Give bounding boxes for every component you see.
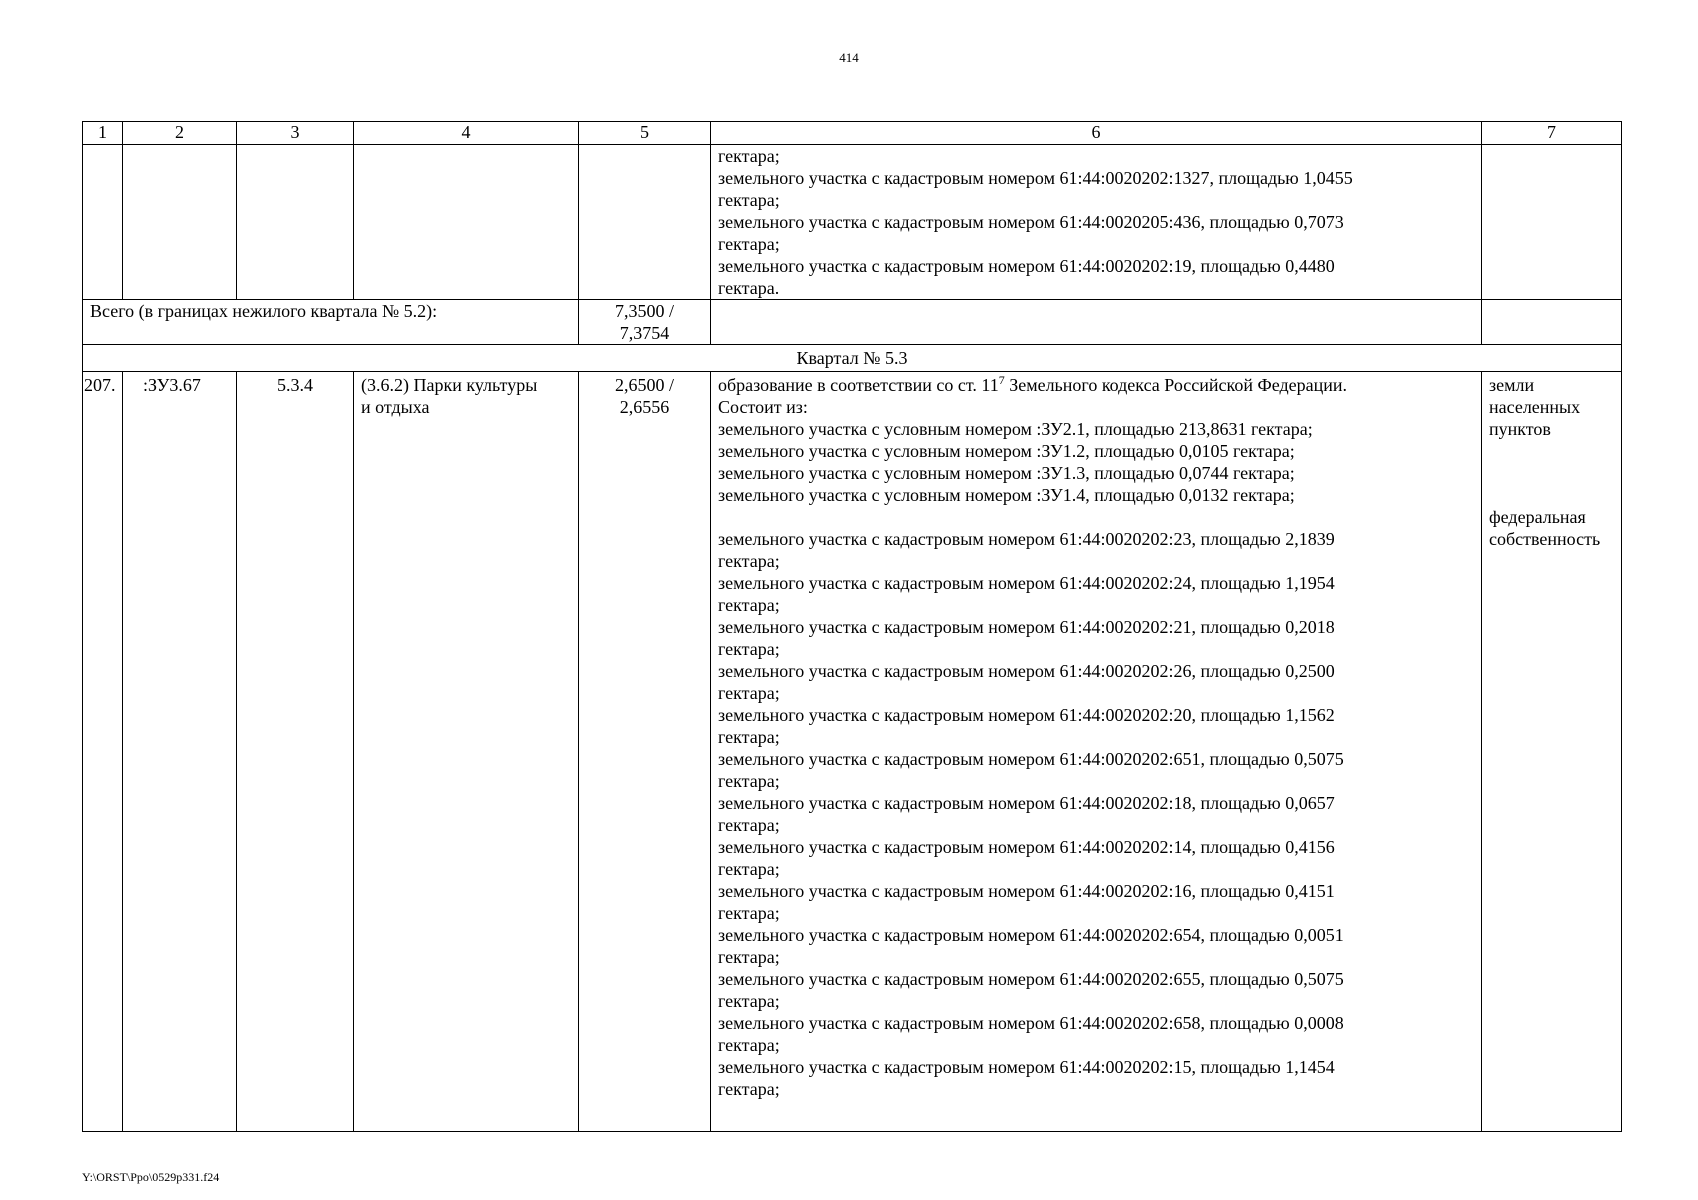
desc-line: земельного участка с кадастровым номером 61:44:0020202:21, площадью 0,2018: [718, 617, 1335, 637]
desc-line: гектара;: [718, 1035, 780, 1055]
total-row: [83, 300, 1622, 345]
desc-line: земельного участка с кадастровым номером 61:44:0020202:655, площадью 0,5075: [718, 969, 1344, 989]
desc-line: земельного участка с кадастровым номером 61:44:0020202:15, площадью 1,1454: [718, 1057, 1335, 1077]
desc-line: гектара;: [718, 190, 780, 210]
header-cell: 4: [354, 122, 579, 145]
row-number: 207.: [83, 372, 123, 1132]
plot-area: [579, 372, 711, 1132]
desc-line: гектара;: [718, 727, 780, 747]
total-area: [579, 300, 711, 345]
table-cell: [354, 145, 579, 300]
desc-line: земельного участка с условным номером :ЗУ2.1, площадью 213,8631 гектара;: [718, 419, 1313, 439]
desc-line: земельного участка с условным номером :ЗУ1.2, площадью 0,0105 гектара;: [718, 441, 1295, 461]
header-cell: 2: [123, 122, 237, 145]
desc-line: гектара;: [718, 234, 780, 254]
zone-number: 5.3.4: [237, 372, 354, 1132]
total-area-line: 7,3754: [619, 323, 670, 343]
area-line: 2,6500 /: [614, 375, 674, 395]
header-cell: 5: [579, 122, 711, 145]
desc-line: гектара;: [718, 771, 780, 791]
desc-line: гектара.: [718, 278, 780, 298]
page-number: 414: [839, 50, 859, 65]
spacer: [1489, 462, 1614, 484]
spacer: [718, 506, 1474, 528]
desc-line: земельного участка с кадастровым номером 61:44:0020202:14, площадью 0,4156: [718, 837, 1335, 857]
total-label: Всего (в границах нежилого квартала № 5.2):: [83, 300, 579, 345]
table-cell: [123, 145, 237, 300]
desc-line: гектара;: [718, 859, 780, 879]
land-plots-table: [82, 121, 1622, 1132]
continuation-description: [711, 145, 1482, 300]
category-line: пунктов: [1489, 419, 1551, 439]
desc-line: гектара;: [718, 551, 780, 571]
ownership-line: собственность: [1489, 529, 1601, 549]
desc-line: земельного участка с кадастровым номером 61:44:0020202:18, площадью 0,0657: [718, 793, 1335, 813]
use-line: (3.6.2) Парки культуры: [361, 375, 538, 395]
total-area-line: 7,3500 /: [614, 301, 674, 321]
permitted-use: [354, 372, 579, 1132]
desc-line: гектара;: [718, 639, 780, 659]
header-cell: 6: [711, 122, 1482, 145]
table-row: [83, 372, 1622, 1132]
header-cell: 7: [1482, 122, 1622, 145]
table-cell: [83, 145, 123, 300]
desc-line: земельного участка с кадастровым номером 61:44:0020202:20, площадью 1,1562: [718, 705, 1335, 725]
use-line: и отдыха: [361, 397, 430, 417]
desc-line: гектара;: [718, 947, 780, 967]
desc-line: гектара;: [718, 146, 780, 166]
table-cell: [1482, 145, 1622, 300]
header-cell: 1: [83, 122, 123, 145]
desc-line: земельного участка с условным номером :ЗУ1.3, площадью 0,0744 гектара;: [718, 463, 1295, 483]
section-row: [83, 345, 1622, 372]
desc-line: гектара;: [718, 595, 780, 615]
desc-line: земельного участка с кадастровым номером 61:44:0020202:16, площадью 0,4151: [718, 881, 1335, 901]
desc-line: гектара;: [718, 903, 780, 923]
desc-line: гектара;: [718, 1079, 780, 1099]
land-category: [1482, 372, 1622, 1132]
table-cell: [237, 145, 354, 300]
desc-line: гектара;: [718, 683, 780, 703]
desc-line: земельного участка с кадастровым номером 61:44:0020202:654, площадью 0,0051: [718, 925, 1344, 945]
desc-line: гектара;: [718, 815, 780, 835]
desc-line: земельного участка с кадастровым номером 61:44:0020202:651, площадью 0,5075: [718, 749, 1344, 769]
plot-code: :ЗУ3.67: [123, 372, 237, 1132]
continuation-row: [83, 145, 1622, 300]
table-cell: [1482, 300, 1622, 345]
desc-line: [718, 374, 1474, 396]
desc-line: земельного участка с кадастровым номером 61:44:0020202:23, площадью 2,1839: [718, 529, 1335, 549]
desc-line: гектара;: [718, 991, 780, 1011]
table-cell: [711, 300, 1482, 345]
category-line: земли: [1489, 375, 1535, 395]
section-title: Квартал № 5.3: [83, 345, 1622, 372]
header-row: [83, 122, 1622, 145]
area-line: 2,6556: [619, 397, 670, 417]
spacer: [1489, 440, 1614, 462]
ownership-line: федеральная: [1489, 507, 1586, 527]
superscript: 7: [998, 373, 1005, 387]
desc-line: земельного участка с кадастровым номером 61:44:0020202:658, площадью 0,0008: [718, 1013, 1344, 1033]
plot-description: [711, 372, 1482, 1132]
desc-line: земельного участка с кадастровым номером 61:44:0020202:24, площадью 1,1954: [718, 573, 1335, 593]
desc-line: земельного участка с кадастровым номером 61:44:0020202:19, площадью 0,4480: [718, 256, 1335, 276]
category-line: населенных: [1489, 397, 1581, 417]
spacer: [1489, 484, 1614, 506]
desc-text: Земельного кодекса Российской Федерации.: [1004, 375, 1348, 395]
header-cell: 3: [237, 122, 354, 145]
table-cell: [579, 145, 711, 300]
desc-line: земельного участка с кадастровым номером 61:44:0020202:26, площадью 0,2500: [718, 661, 1335, 681]
desc-line: земельного участка с кадастровым номером 61:44:0020205:436, площадью 0,7073: [718, 212, 1344, 232]
file-path-footer: Y:\ORST\Ppo\0529p331.f24: [82, 1170, 220, 1184]
desc-line: Состоит из:: [718, 397, 808, 417]
desc-line: земельного участка с условным номером :ЗУ1.4, площадью 0,0132 гектара;: [718, 485, 1295, 505]
desc-line: земельного участка с кадастровым номером 61:44:0020202:1327, площадью 1,0455: [718, 168, 1353, 188]
desc-text: образование в соответствии со ст. 11: [718, 375, 999, 395]
